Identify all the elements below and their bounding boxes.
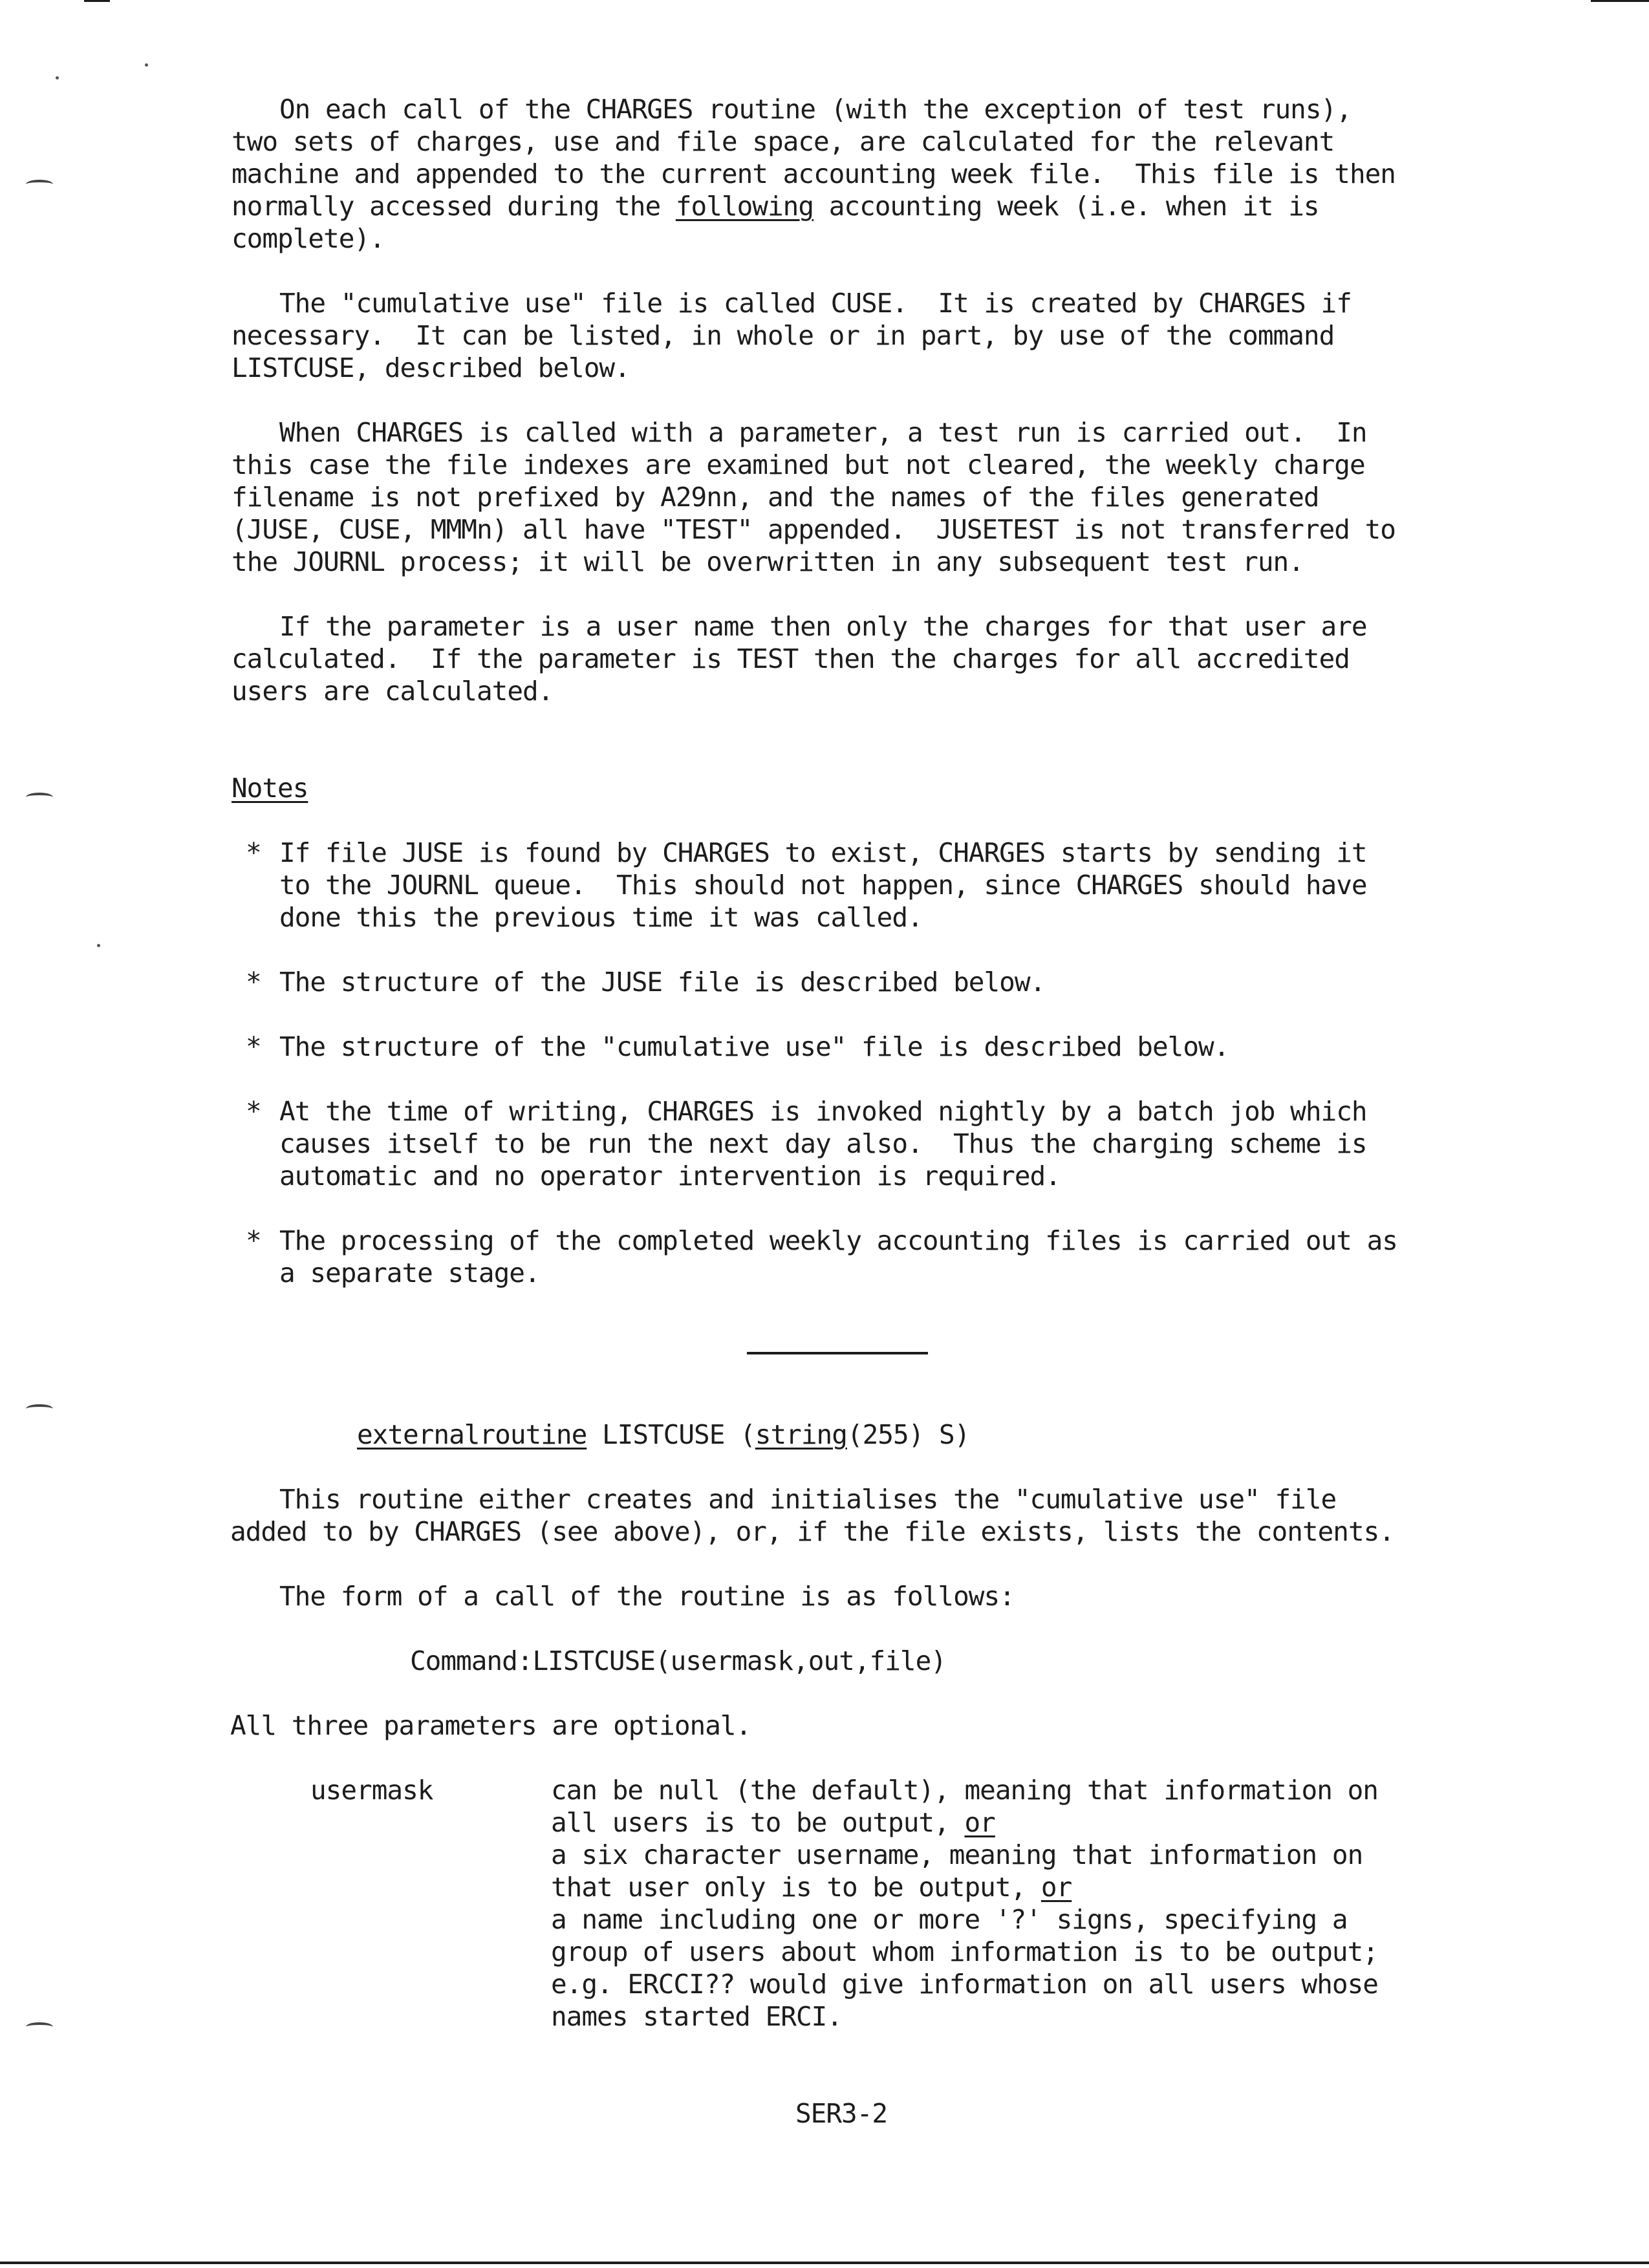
emphasis-following: following	[675, 191, 814, 222]
paragraph-line: On each call of the CHARGES routine (with the exception of test runs),	[279, 94, 1352, 125]
paragraph-line: calculated. If the parameter is TEST then the charges for all accredited	[232, 643, 1350, 674]
paragraph-line: filename is not prefixed by A29nn, and the names of the files generated	[232, 482, 1319, 513]
note-line: done this the previous time it was called.	[279, 902, 923, 933]
note-line: The processing of the completed weekly accounting files is carried out as	[279, 1225, 1397, 1256]
paragraph-line: The form of a call of the routine is as follows:	[279, 1581, 1015, 1612]
bullet-marker: *	[246, 837, 261, 868]
paragraph-line: the JOURNL process; it will be overwritten in any subsequent test run.	[232, 546, 1304, 577]
scan-dot	[56, 76, 59, 80]
scan-mark	[26, 180, 53, 189]
note-line: The structure of the "cumulative use" file is described below.	[279, 1031, 1229, 1062]
paragraph-line: This routine either creates and initialises the "cumulative use" file	[279, 1484, 1337, 1515]
scan-mark	[26, 1404, 53, 1413]
note-line: At the time of writing, CHARGES is invoked nightly by a batch job which	[279, 1096, 1367, 1127]
note-line: a separate stage.	[279, 1257, 540, 1289]
paragraph-line: All three parameters are optional.	[230, 1710, 751, 1741]
section-divider	[747, 1352, 928, 1354]
paragraph-line: added to by CHARGES (see above), or, if the file exists, lists the contents.	[230, 1516, 1394, 1547]
keyword-externalroutine: externalroutine	[357, 1419, 587, 1450]
paragraph-line: When CHARGES is called with a parameter, a test run is carried out. In	[279, 417, 1367, 448]
paragraph-line: two sets of charges, use and file space, are calculated for the relevant	[232, 126, 1335, 157]
bullet-marker: *	[246, 1096, 261, 1127]
scan-dot	[145, 63, 148, 67]
parameter-line: names started ERCI.	[551, 2001, 842, 2032]
emphasis-or: or	[1040, 1872, 1072, 1903]
keyword-string: string	[755, 1419, 847, 1450]
note-line: The structure of the JUSE file is described below.	[279, 967, 1046, 998]
paragraph-line: LISTCUSE, described below.	[232, 352, 630, 383]
paragraph-line: necessary. It can be listed, in whole or in part, by use of the command	[232, 320, 1335, 351]
parameter-line: a six character username, meaning that information on	[551, 1839, 1363, 1870]
scan-mark	[26, 2022, 53, 2031]
parameter-name: usermask	[310, 1775, 433, 1806]
paragraph-line: normally accessed during the following accounting week (i.e. when it is	[232, 191, 1319, 222]
note-line: If file JUSE is found by CHARGES to exist, CHARGES starts by sending it	[279, 837, 1367, 868]
paragraph-line: (JUSE, CUSE, MMMn) all have "TEST" appended. JUSETEST is not transferred to	[232, 514, 1396, 545]
top-left-rule	[84, 0, 110, 2]
notes-heading: Notes	[232, 773, 308, 804]
note-line: causes itself to be run the next day also. Thus the charging scheme is	[279, 1128, 1367, 1159]
paragraph-line: machine and appended to the current accounting week file. This file is then	[232, 158, 1396, 189]
paragraph-line: this case the file indexes are examined but not cleared, the weekly charge	[232, 449, 1365, 480]
emphasis-or: or	[964, 1807, 995, 1838]
paragraph-line: users are calculated.	[232, 676, 554, 707]
note-line: to the JOURNL queue. This should not happen, since CHARGES should have	[279, 870, 1367, 901]
command-example: Command:LISTCUSE(usermask,out,file)	[410, 1645, 946, 1676]
parameter-line: that user only is to be output, or	[551, 1872, 1072, 1903]
routine-signature: externalroutine LISTCUSE (string(255) S)	[357, 1419, 970, 1450]
parameter-line: e.g. ERCCI?? would give information on all users whose	[551, 1969, 1378, 2000]
note-line: automatic and no operator intervention is required.	[279, 1161, 1061, 1192]
bullet-marker: *	[246, 1031, 261, 1062]
paragraph-line: complete).	[232, 223, 385, 254]
scan-mark	[26, 793, 53, 802]
page-footer: SER3-2	[795, 2098, 888, 2129]
parameter-line: a name including one or more '?' signs, specifying a	[551, 1904, 1348, 1935]
bullet-marker: *	[246, 1225, 261, 1256]
top-right-rule	[1591, 0, 1649, 2]
parameter-line: can be null (the default), meaning that information on	[551, 1775, 1378, 1806]
bullet-marker: *	[246, 967, 261, 998]
bottom-rule	[0, 2262, 1649, 2264]
parameter-line: group of users about whom information is to be output;	[551, 1936, 1378, 1967]
paragraph-line: If the parameter is a user name then only the charges for that user are	[279, 611, 1367, 642]
paragraph-line: The "cumulative use" file is called CUSE. It is created by CHARGES if	[279, 288, 1352, 319]
scan-dot	[97, 944, 100, 947]
parameter-line: all users is to be output, or	[551, 1807, 995, 1838]
